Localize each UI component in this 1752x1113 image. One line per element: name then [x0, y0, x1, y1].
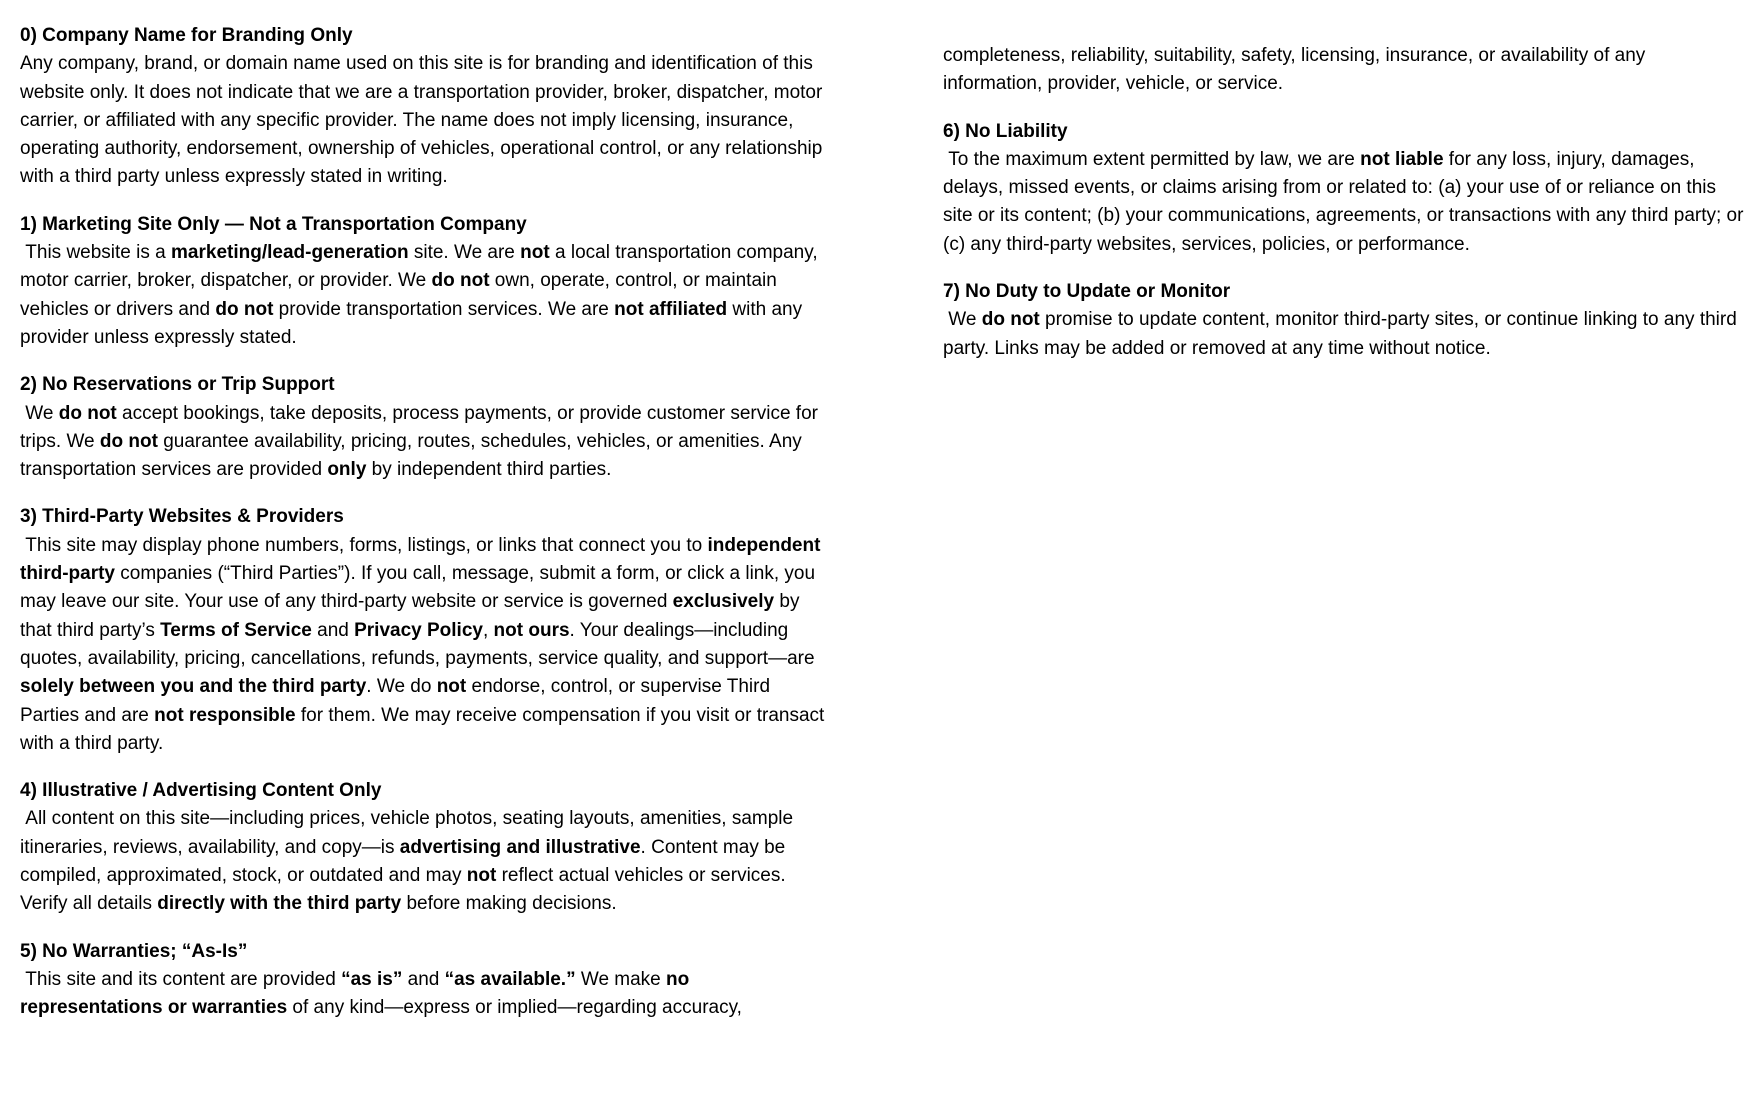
body-text: . Content may be compiled, approximated, stock, or outdated and may	[20, 836, 791, 887]
emphasis-text: no representations or warranties	[20, 968, 695, 1019]
body-text: for any loss, injury, damages, delays, missed events, or claims arising from or related to: (a) your use of or reliance on this site or its content; (b) your communications, agreements, or transactions with any third party; or (c) any third-party websites, services, policies, or performance.	[943, 148, 1749, 255]
body-text: completeness, reliability, suitability, safety, licensing, insurance, or availability of any information, provider, vehicle, or service.	[943, 45, 1651, 95]
emphasis-text: not liable	[1360, 148, 1444, 170]
emphasis-text: marketing/lead-generation	[171, 242, 409, 264]
body-text: We	[20, 402, 59, 424]
section-heading: 3) Third-Party Websites & Providers	[20, 506, 344, 528]
section-heading: 6) No Liability	[943, 120, 1068, 142]
body-text: by independent third parties.	[366, 459, 612, 481]
disclaimer-section	[20, 22, 826, 192]
disclaimer-section-continuation	[943, 42, 1749, 99]
body-text: We	[943, 309, 982, 331]
emphasis-text: not affiliated	[614, 298, 728, 320]
emphasis-text: not	[436, 676, 467, 698]
body-text: promise to update content, monitor third-party sites, or continue linking to any third party. Links may be added or removed at any time without notice.	[943, 309, 1743, 359]
body-text: ,	[482, 619, 494, 641]
disclaimer-column-left	[20, 22, 830, 1042]
emphasis-text: not ours	[493, 619, 570, 641]
emphasis-text: do not	[215, 298, 274, 320]
body-text: provide transportation services. We are	[273, 298, 615, 320]
body-text: This site may display phone numbers, forms, listings, or links that connect you to	[20, 534, 708, 556]
emphasis-text: independent third-party	[20, 534, 826, 585]
body-text: Any company, brand, or domain name used on this site is for branding and identification of this website only. It does not indicate that we are a transportation provider, broker, dispatcher, motor carrier, or affiliated with any specific provider. The name does not imply licensing, insurance, operating authority, endorsement, ownership of vehicles, operational control, or any relationship with a third party unless expressly stated in writing.	[20, 53, 828, 188]
section-heading: 1) Marketing Site Only — Not a Transportation Company	[20, 213, 527, 235]
emphasis-text: do not	[981, 309, 1040, 331]
section-heading: 5) No Warranties; “As-Is”	[20, 940, 248, 962]
body-text: This website is a	[20, 242, 172, 264]
disclaimer-column-right	[943, 22, 1749, 382]
section-heading: 7) No Duty to Update or Monitor	[943, 281, 1231, 303]
disclaimer-section	[20, 938, 826, 1023]
emphasis-text: not responsible	[154, 704, 296, 726]
emphasis-text: do not	[431, 270, 490, 292]
body-text: All content on this site—including prices, vehicle photos, seating layouts, amenities, sample itineraries, reviews, availability, and copy—is	[20, 808, 799, 858]
emphasis-text: do not	[99, 430, 158, 452]
body-text: . Your dealings—including quotes, availability, pricing, cancellations, refunds, payments, service quality, and support—are	[20, 619, 820, 669]
body-text: endorse, control, or supervise Third Parties and are	[20, 676, 776, 726]
body-text: a local transportation company, motor carrier, broker, dispatcher, or provider. We	[20, 242, 823, 292]
emphasis-text: only	[327, 459, 367, 481]
body-text: reflect actual vehicles or services. Verify all details	[20, 865, 791, 915]
body-text: and	[402, 968, 445, 990]
body-text: . We do	[366, 676, 437, 698]
body-text: by that third party’s	[20, 591, 805, 641]
emphasis-text: “as available.”	[444, 968, 576, 990]
emphasis-text: “as is”	[341, 968, 403, 990]
section-heading: 2) No Reservations or Trip Support	[20, 374, 335, 396]
emphasis-text: not	[466, 865, 497, 887]
emphasis-text: do not	[58, 402, 117, 424]
body-text: This site and its content are provided	[20, 968, 342, 990]
disclaimer-section	[943, 278, 1749, 363]
disclaimer-section	[20, 211, 826, 352]
disclaimer-section	[20, 371, 826, 484]
emphasis-text: exclusively	[672, 591, 775, 613]
section-heading: 4) Illustrative / Advertising Content Only	[20, 780, 382, 802]
emphasis-text: advertising and illustrative	[399, 836, 641, 858]
body-text: and	[311, 619, 355, 641]
disclaimer-section	[20, 777, 826, 918]
body-text: To the maximum extent permitted by law, we are	[943, 148, 1361, 170]
body-text: companies (“Third Parties”). If you call, message, submit a form, or click a link, you may leave our site. Your use of any third-party website or service is governed	[20, 563, 821, 613]
disclaimer-section	[20, 503, 830, 758]
body-text: guarantee availability, pricing, routes, schedules, vehicles, or amenities. Any transportation services are provided	[20, 430, 808, 481]
emphasis-text: solely between you and the third party	[20, 676, 367, 698]
emphasis-text: not	[520, 242, 550, 264]
emphasis-text: directly with the third party	[157, 893, 402, 915]
body-text: with any provider unless expressly stated.	[20, 298, 808, 348]
body-text: We make	[575, 968, 667, 990]
section-heading: 0) Company Name for Branding Only	[20, 25, 353, 46]
body-text: for them. We may receive compensation if you visit or transact with a third party.	[20, 704, 830, 754]
body-text: accept bookings, take deposits, process payments, or provide customer service for trips. We	[20, 402, 824, 452]
disclaimer-section	[943, 118, 1749, 259]
body-text: of any kind—express or implied—regarding accuracy,	[287, 997, 742, 1019]
body-text: site. We are	[408, 242, 521, 264]
emphasis-text: Privacy Policy	[354, 619, 483, 641]
body-text: own, operate, control, or maintain vehicles or drivers and	[20, 270, 783, 320]
body-text: before making decisions.	[401, 893, 617, 915]
emphasis-text: Terms of Service	[160, 619, 312, 641]
